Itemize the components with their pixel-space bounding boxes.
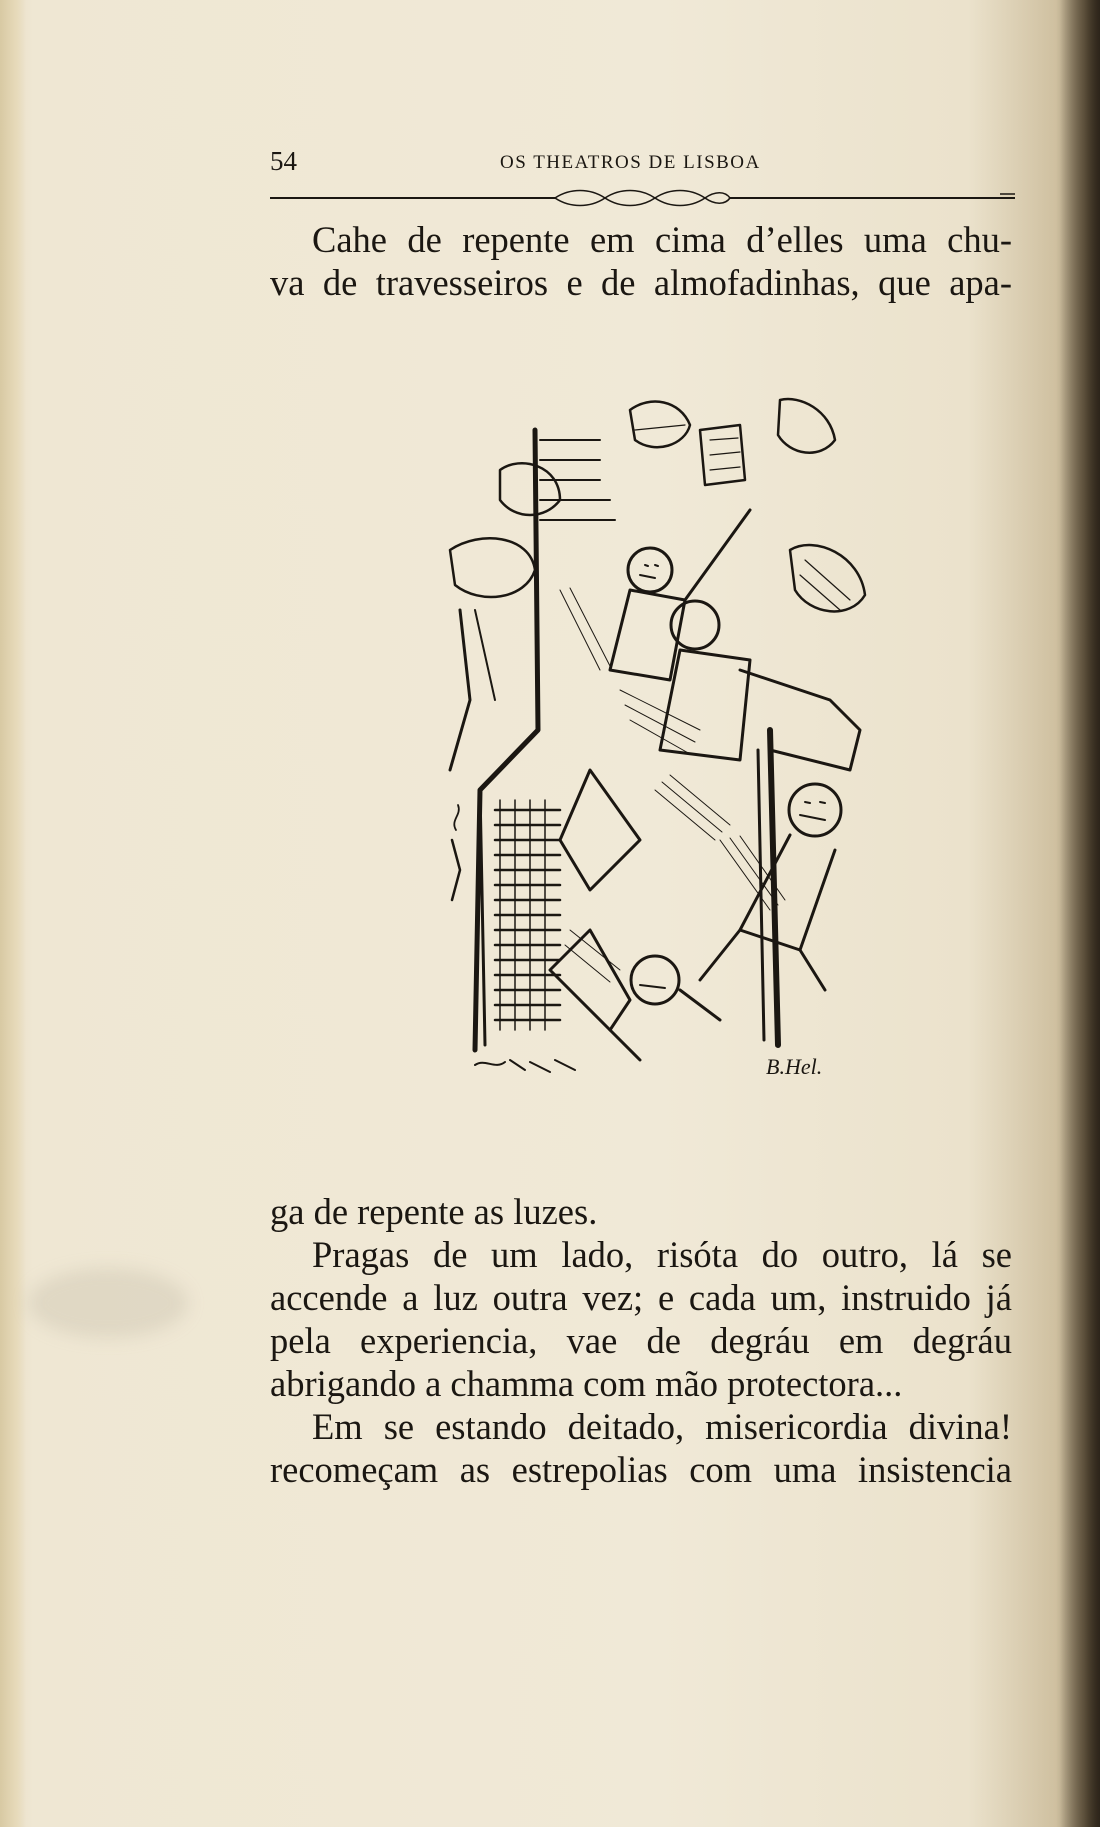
ornamental-rule (270, 186, 1015, 210)
engraving-illustration (440, 370, 880, 1090)
text-line: va de travesseiros e de almofadinhas, que apa- (270, 262, 1012, 303)
paragraph-bottom (270, 1190, 1012, 1491)
page-gutter-shadow (1060, 0, 1100, 1827)
page-header (270, 146, 1010, 178)
paper-stain (28, 1268, 188, 1338)
page-number: 54 (270, 146, 297, 176)
text-line: Cahe de repente em cima d’elles uma chu- (312, 219, 1012, 260)
paragraph-em-se: Em se estando deitado, misericordia divina! recomeçam as estrepolias com uma insistencia (270, 1406, 1012, 1490)
paragraph-pragas: Pragas de um lado, risóta do outro, lá se accende a luz outra vez; e cada um, instruido já pela experiencia, vae de degráu em degráu abrigando a chamma com mão protectora... (270, 1234, 1012, 1404)
paragraph-top (270, 218, 1012, 304)
running-title: OS THEATROS DE LISBOA (500, 152, 761, 173)
illustration-signature: B.Hel. (766, 1054, 823, 1079)
text-line: ga de repente as luzes. (270, 1191, 598, 1232)
page-binding-edge (0, 0, 26, 1827)
